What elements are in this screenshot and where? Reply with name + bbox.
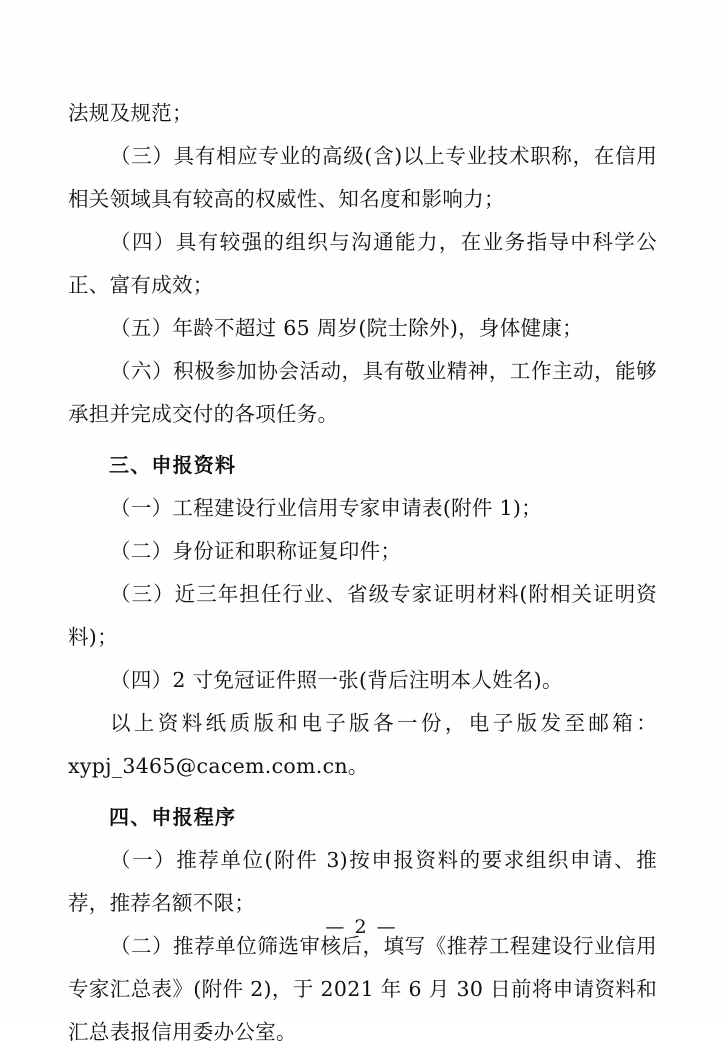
page-number: — 2 — (325, 916, 398, 938)
paragraph-material-one: （一）工程建设行业信用专家申请表(附件 1)； (110, 496, 542, 520)
document-body (68, 92, 657, 1054)
paragraph-continued-text: 法规及规范； (68, 101, 193, 125)
paragraph-condition-six: （六）积极参加协会活动，具有敬业精神，工作主动，能够承担并完成交付的各项任务。 (68, 359, 657, 426)
section-heading-application-materials: 三、申报资料 (109, 453, 237, 477)
paragraph-condition-three: （三）具有相应专业的高级(含)以上专业技术职称，在信用相关领域具有较高的权威性、知名度和影响力； (68, 144, 657, 211)
paragraph-procedure-one: （一）推荐单位(附件 3)按申报资料的要求组织申请、推荐，推荐名额不限； (68, 848, 657, 915)
paragraph-submission-email: 以上资料纸质版和电子版各一份，电子版发至邮箱：xypj_3465@cacem.com.cn。 (68, 711, 657, 778)
paragraph-material-four: （四）2 寸免冠证件照一张(背后注明本人姓名)。 (110, 668, 563, 692)
paragraph-material-three: （三）近三年担任行业、省级专家证明材料(附相关证明资料)； (68, 582, 657, 649)
paragraph-condition-four: （四）具有较强的组织与沟通能力，在业务指导中科学公正、富有成效； (68, 230, 657, 297)
paragraph-procedure-two: （二）推荐单位筛选审核后，填写《推荐工程建设行业信用专家汇总表》(附件 2)，于 2021 年 6 月 30 日前将申请资料和汇总表报信用委办公室。 (68, 934, 657, 1044)
paragraph-material-two: （二）身份证和职称证复印件； (110, 539, 402, 563)
section-spacer-two (68, 788, 657, 796)
section-heading-application-procedure: 四、申报程序 (109, 805, 237, 829)
paragraph-condition-five: （五）年龄不超过 65 周岁(院士除外)，身体健康； (110, 316, 583, 340)
section-spacer (68, 436, 657, 444)
